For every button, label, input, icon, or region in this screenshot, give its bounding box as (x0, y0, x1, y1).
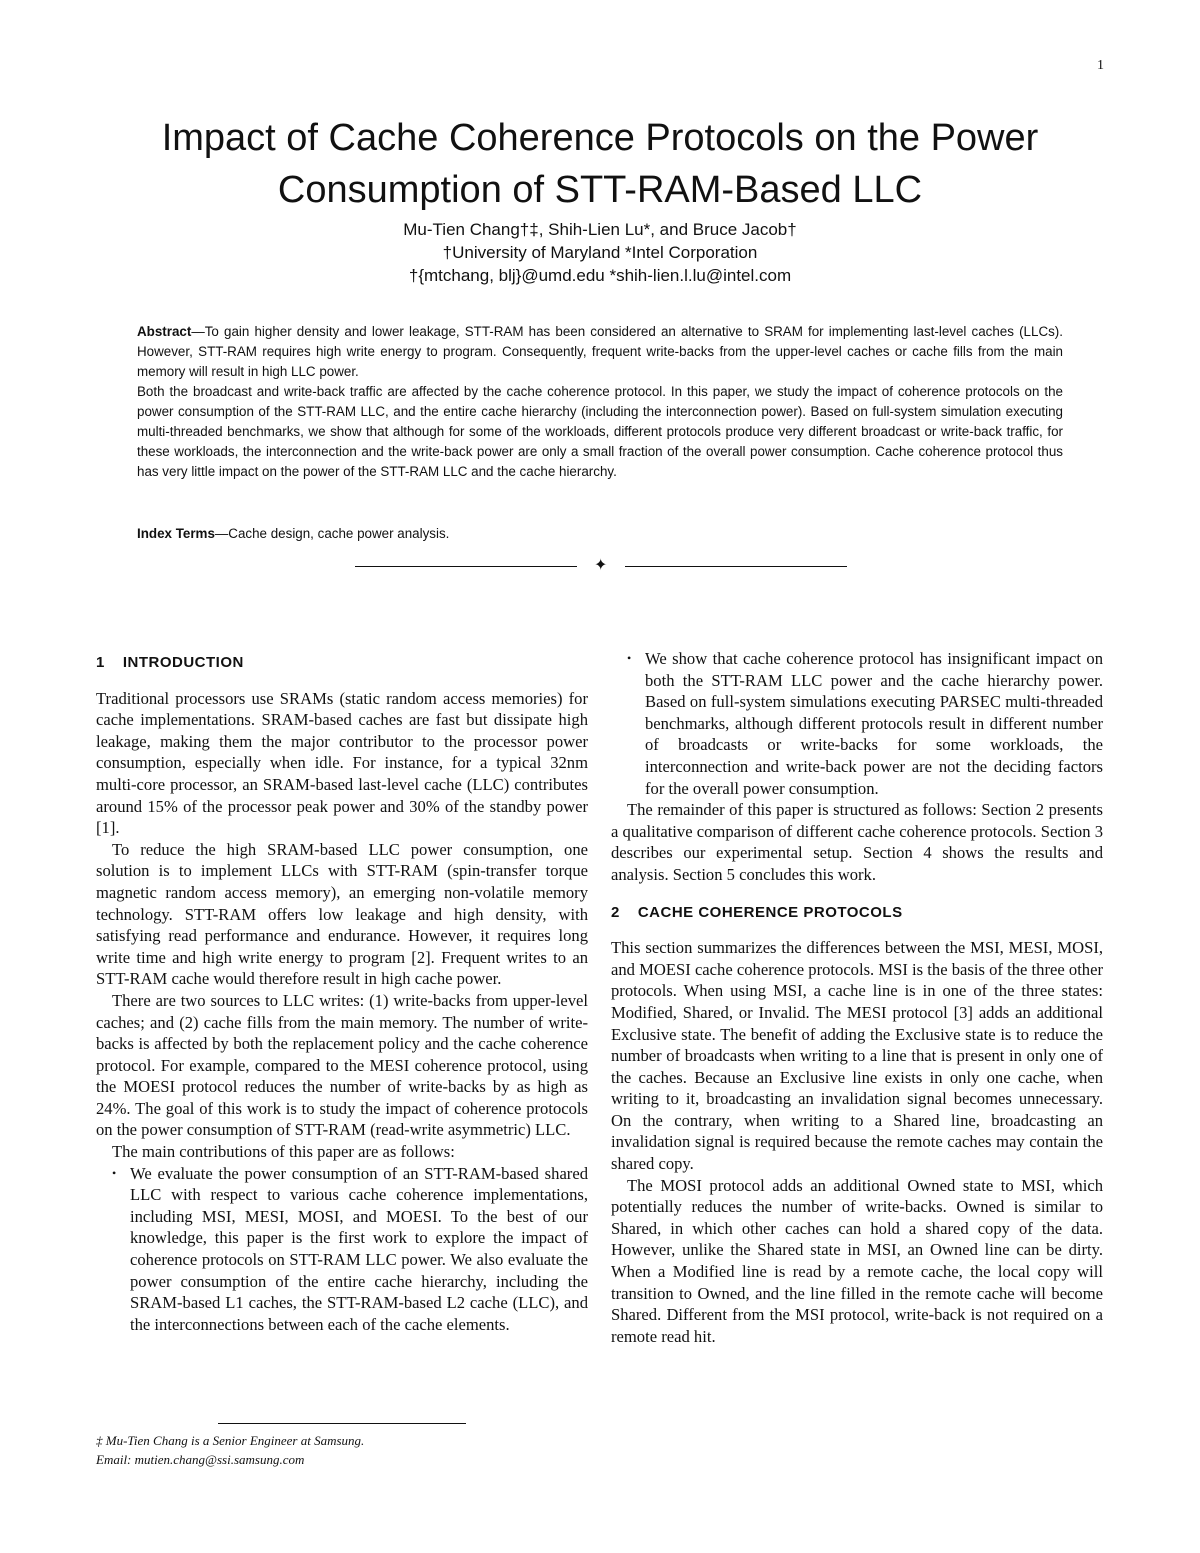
title-line-1: Impact of Cache Coherence Protocols on the Power (161, 117, 1039, 159)
intro-paragraph-5: The remainder of this paper is structured as follows: Section 2 presents a qualitative comparison of different cache coherence protocols. Section 3 describes our experimental setup. Section 4 shows the results and analysis. Section 5 concludes this work. (611, 800, 1103, 884)
index-terms (137, 524, 1063, 544)
divider-line-right (625, 566, 847, 567)
paper-title (0, 112, 1200, 216)
index-terms-label: Index Terms (137, 526, 215, 541)
contribution-item-2: • We show that cache coherence protocol has insignificant impact on both the STT-RAM LLC power and the cache hierarchy power. Based on full-system simulations executing PARSEC multi-threaded benchmarks, although different protocols result in different number of broadcasts or write-backs for some workloads, the interconnection and write-back power are not the deciding factors for the overall power consumption. (645, 648, 1103, 799)
contribution-item-1: • We evaluate the power consumption of an STT-RAM-based shared LLC with respect to various cache coherence implementations, including MSI, MESI, MOSI, and MOESI. To the best of our knowledge, this paper is the first work to explore the impact of coherence protocols on STT-RAM LLC power. We also evaluate the power consumption of the entire cache hierarchy, including the SRAM-based L1 caches, the STT-RAM-based L2 cache (LLC), and the interconnections between each of the cache elements. (130, 1163, 588, 1336)
author-names: Mu-Tien Chang†‡, Shih-Lien Lu*, and Bruce Jacob† (403, 220, 797, 239)
footnote-rule (218, 1423, 466, 1424)
section-1-title: INTRODUCTION (122, 654, 244, 671)
section-2-number: 2 (611, 903, 620, 921)
footnote-line-2: Email: mutien.chang@ssi.samsung.com (96, 1452, 305, 1467)
section-2-title: CACHE COHERENCE PROTOCOLS (637, 903, 903, 921)
protocols-paragraph-2: The MOSI protocol adds an additional Owned state to MSI, which potentially reduces the number of write-backs. Owned is similar to Shared, in which other caches can hold a shared copy of the data. However, unlike the Shared state in MSI, an Owned line can be dirty. When a Modified line is read by a remote cache, the local copy will transition to Owned, and the line filled in the remote cache will become Shared. Different from the MSI protocol, write-back is not required on a remote read hit. (611, 1175, 1103, 1346)
contributions-list (96, 1163, 588, 1336)
author-emails: †{mtchang, blj}@umd.edu *shih-lien.l.lu@intel.com (408, 266, 792, 285)
author-affiliations: †University of Maryland *Intel Corporation (442, 243, 758, 262)
section-2-heading (611, 902, 1103, 924)
index-terms-text: —Cache design, cache power analysis. (214, 526, 450, 541)
footnote (96, 1431, 588, 1469)
section-divider (355, 556, 847, 576)
right-column (611, 648, 1103, 1347)
intro-paragraph-3: There are two sources to LLC writes: (1) write-backs from upper-level caches; and (2) cache fills from the main memory. The number of write-backs is affected by both the replacement policy and the cache coherence protocol. For example, compared to the MESI coherence protocol, using the MOESI protocol reduces the number of write-backs by as high as 24%. The goal of this work is to study the impact of coherence protocols on the power consumption of STT-RAM (read-write asymmetric) LLC. (96, 990, 588, 1140)
page-number: 1 (1097, 58, 1104, 73)
divider-diamond-icon: ✦ (594, 557, 608, 574)
section-1-number: 1 (96, 654, 105, 671)
author-block (0, 218, 1200, 287)
abstract-label: Abstract (137, 324, 192, 339)
section-1-heading (96, 652, 588, 674)
abstract-paragraph-1: —To gain higher density and lower leakage, STT-RAM has been considered an alternative to SRAM for implementing last-level caches (LLCs). However, STT-RAM requires high write energy to program. Consequently, frequent write-backs from the upper-level caches or cache fills from the main memory will result in high LLC power. (137, 324, 1063, 379)
title-line-2: Consumption of STT-RAM-Based LLC (277, 169, 923, 211)
abstract-paragraph-2: Both the broadcast and write-back traffic are affected by the cache coherence protocol. In this paper, we study the impact of coherence protocols on the power consumption of the STT-RAM LLC, and the entire cache hierarchy (including the interconnection power). Based on full-system simulation executing multi-threaded benchmarks, we show that although for some of the workloads, different protocols produce very different broadcast or write-back traffic, for these workloads, the interconnection and the write-back power are only a small fraction of the overall power consumption. Cache coherence protocol thus has very little impact on the power of the STT-RAM LLC and the cache hierarchy. (137, 384, 1063, 479)
footnote-line-1: ‡ Mu-Tien Chang is a Senior Engineer at Samsung. (96, 1433, 365, 1448)
contributions-list-continued (611, 648, 1103, 799)
intro-paragraph-2: To reduce the high SRAM-based LLC power consumption, one solution is to implement LLCs with STT-RAM (spin-transfer torque magnetic random access memory), an emerging non-volatile memory technology. STT-RAM offers low leakage and high density, with satisfying read performance and endurance. However, it requires long write time and high write energy to program [2]. Frequent writes to an STT-RAM cache would therefore result in high cache power. (96, 839, 588, 989)
intro-paragraph-4: The main contributions of this paper are as follows: (112, 1142, 455, 1162)
divider-line-left (355, 566, 577, 567)
intro-paragraph-1: Traditional processors use SRAMs (static random access memories) for cache implementations. SRAM-based caches are fast but dissipate high leakage, making them the major contributor to the processor power consumption, especially when idle. For instance, for a typical 32nm multi-core processor, an SRAM-based last-level cache (LLC) contributes around 15% of the processor peak power and 30% of the standby power [1]. (96, 688, 588, 838)
abstract (137, 322, 1063, 482)
left-column (96, 648, 588, 1335)
protocols-paragraph-1: This section summarizes the differences between the MSI, MESI, MOSI, and MOESI cache coherence protocols. MSI is the basis of the three other protocols. When using MSI, a cache line is in one of the three states: Modified, Shared, or Invalid. The MESI protocol [3] adds an additional Exclusive state. The benefit of adding the Exclusive state is to reduce the number of broadcasts when writing to a line that is present in only one of the caches. Because an Exclusive line exists in only one cache, when writing to it, broadcasting an invalidation signal becomes unnecessary. On the contrary, when writing to a Shared line, broadcasting an invalidation signal is required because the remote caches may contain the shared copy. (611, 938, 1103, 1174)
